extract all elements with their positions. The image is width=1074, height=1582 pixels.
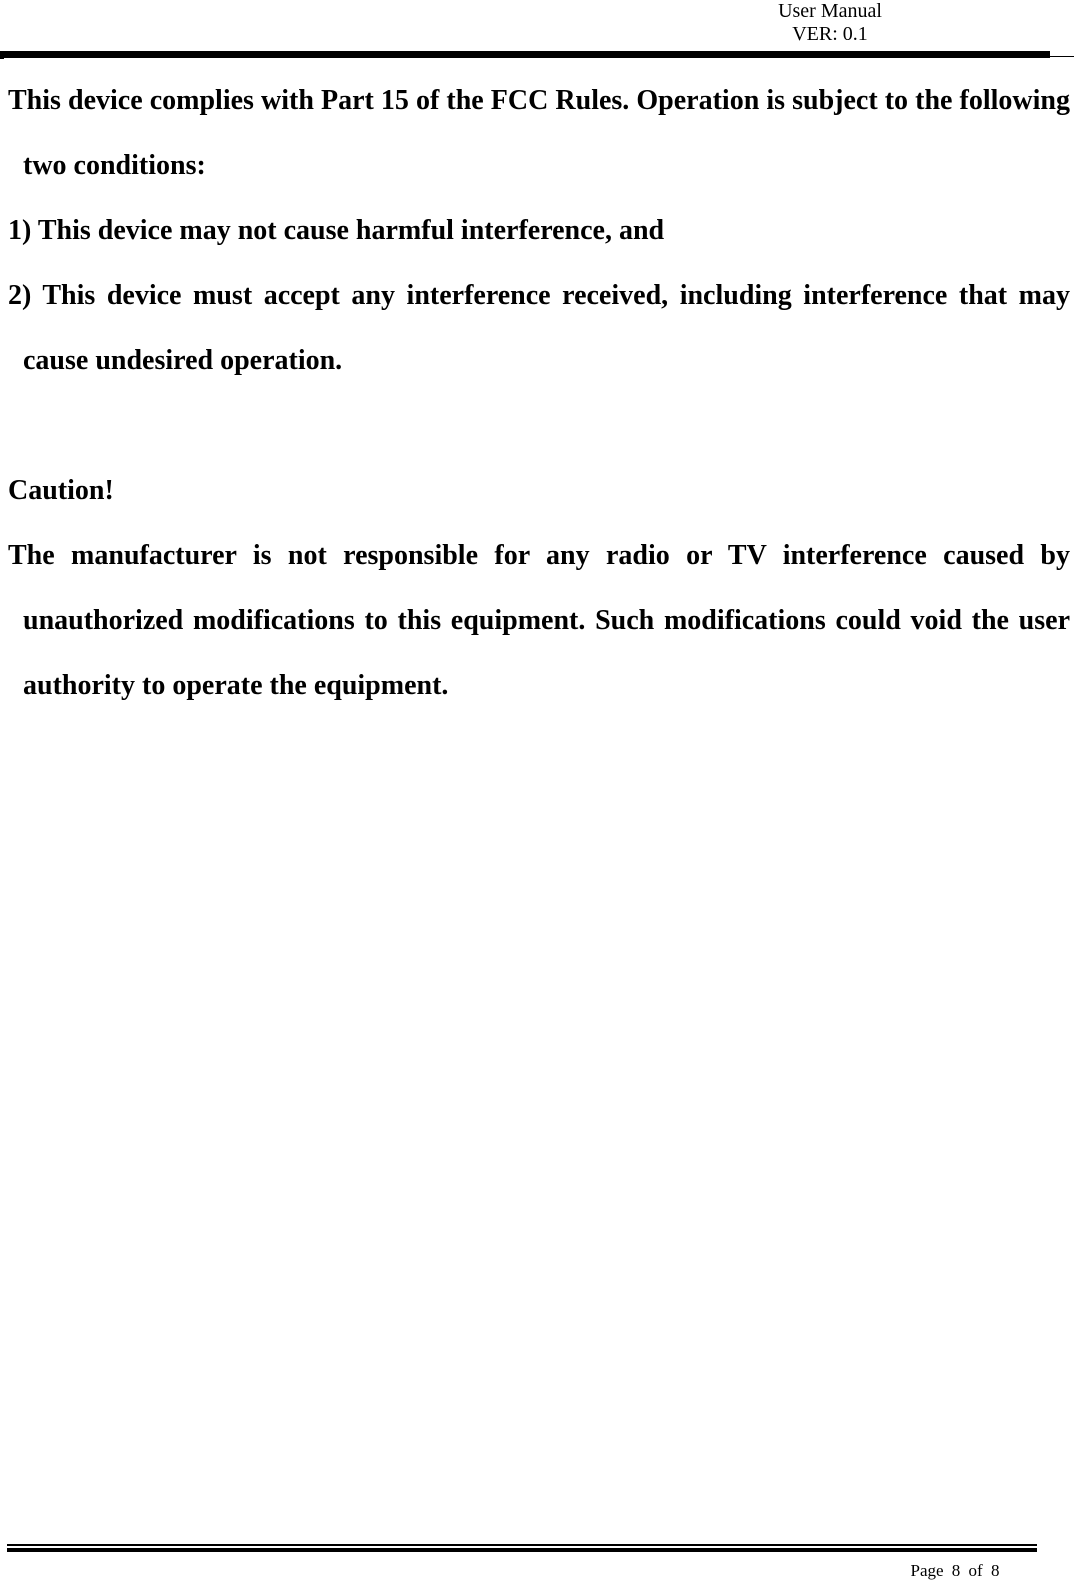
header-title-block [700,0,960,46]
caution-heading: Caution! [8,475,114,506]
footer-divider-thin [7,1544,1037,1546]
header-document-title: User Manual [778,0,882,22]
caution-statement: The manufacturer is not responsible for any radio or TV interference caused by unauthorized modifications to this equipment. Such modifications could void the user authority to operate the equipment. [8,540,1070,701]
footer-divider-thick [7,1548,1037,1552]
page-footer [0,1540,1074,1582]
page-number: Page 8 of 8 [910,1561,1000,1580]
fcc-condition-1: 1) This device may not cause harmful interference, and [8,215,665,246]
header-divider-tick [0,57,4,59]
fcc-compliance-statement: This device complies with Part 15 of the FCC Rules. Operation is subject to the following two conditions: [8,85,1070,181]
header-divider-tail [1050,56,1074,57]
document-body [8,68,1070,718]
fcc-condition-2: 2) This device must accept any interference received, including interference that may cause undesired operation. [8,280,1070,376]
header-divider [0,51,1050,58]
header-version: VER: 0.1 [792,23,868,45]
page-header [0,0,1074,60]
paragraph-spacer [8,393,1070,458]
